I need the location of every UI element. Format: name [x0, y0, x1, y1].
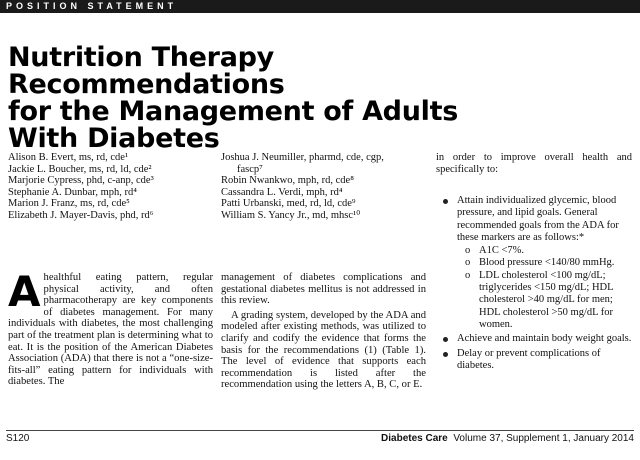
- journal-name: Diabetes Care: [381, 433, 448, 444]
- list-item-text: Achieve and maintain body weight goals.: [457, 333, 632, 345]
- author-name: Jackie L. Boucher, ms, rd, ld, cde²: [8, 163, 152, 175]
- journal-issue: Volume 37, Supplement 1, January 2014: [453, 433, 634, 444]
- circle-bullet-icon: o: [465, 257, 471, 269]
- column-3-intro: in order to improve overall health and specifically to:: [436, 152, 632, 175]
- author-name: Robin Nwankwo, mph, rd, cde⁸: [221, 175, 354, 187]
- author-name: Stephanie A. Dunbar, mph, rd⁴: [8, 186, 137, 198]
- sub-list-item: [457, 245, 633, 257]
- circle-bullet-icon: o: [465, 245, 471, 257]
- author-name: Marjorie Cypress, phd, c-anp, cde³: [8, 175, 154, 187]
- section-label: POSITION STATEMENT: [6, 1, 178, 11]
- page-number: S120: [6, 433, 30, 444]
- footer-divider: [6, 430, 634, 431]
- sub-list-item: [457, 270, 633, 331]
- body-paragraph: A grading system, developed by the ADA and modeled after existing methods, was utilized to clarify and codify the evidence that forms the basis for the recommendations (1) (Table 1). The level of evidence that supports each recommendation is listed after the recommendation using the letters A, B, C, or E.: [221, 309, 426, 391]
- list-item: [441, 348, 633, 373]
- drop-cap: A: [8, 267, 41, 316]
- list-item-text: Delay or prevent complications of diabetes.: [457, 347, 601, 371]
- author-name: Elizabeth J. Mayer-Davis, phd, rd⁶: [8, 209, 154, 221]
- title-line-1: Nutrition Therapy Recommendations: [8, 42, 285, 100]
- list-item: [441, 333, 633, 345]
- journal-citation: [381, 433, 634, 444]
- title-line-2: for the Management of Adults: [8, 96, 458, 127]
- sub-list: [457, 245, 633, 331]
- sub-item-text: A1C <7%.: [479, 245, 525, 257]
- sub-item-text: Blood pressure <140/80 mmHg.: [479, 257, 615, 269]
- list-item: [441, 195, 633, 331]
- author-name: Alison B. Evert, ms, rd, cde¹: [8, 152, 129, 163]
- author-name: Joshua J. Neumiller, pharmd, cde, cgp,: [221, 152, 384, 163]
- sub-list-item: [457, 257, 633, 269]
- position-statement-bar: [0, 0, 640, 13]
- author-name: William S. Yancy Jr., md, mhsc¹⁰: [221, 209, 361, 221]
- bullet-icon: [443, 199, 448, 204]
- author-list-right: [221, 152, 426, 222]
- article-title: [8, 44, 478, 152]
- author-name: Marion J. Franz, ms, rd, cde⁵: [8, 198, 130, 210]
- title-line-3: With Diabetes: [8, 123, 220, 154]
- bullet-icon: [443, 352, 448, 357]
- author-name: Cassandra L. Verdi, mph, rd⁴: [221, 186, 343, 198]
- bullet-icon: [443, 337, 448, 342]
- author-name: Patti Urbanski, med, rd, ld, cde⁹: [221, 198, 356, 210]
- circle-bullet-icon: o: [465, 269, 471, 281]
- body-text: healthful eating pattern, regular physical activity, and often pharmacotherapy are key components of diabetes management. For many individuals with diabetes, the most challenging part of the treatment plan is determining what to eat. It is the position of the American Diabetes Association (ADA) that there is not a “one-size-fits-all” eating pattern for individuals with diabetes. The: [8, 272, 213, 388]
- body-column-1: [8, 267, 213, 388]
- author-name-continuation: fascp⁷: [237, 163, 263, 175]
- recommendation-list: [441, 195, 633, 372]
- list-item-text: Attain individualized glycemic, blood pressure, and lipid goals. General recommended goals from the ADA for these markers are as follows:*: [457, 195, 619, 243]
- body-column-2: [221, 272, 426, 391]
- author-list-left: [8, 152, 213, 222]
- body-paragraph: management of diabetes complications and gestational diabetes mellitus is not addressed in this review.: [221, 272, 426, 307]
- sub-item-text: LDL cholesterol <100 mg/dL; triglycerides <150 mg/dL; HDL cholesterol >40 mg/dL for men; HDL cholesterol >50 mg/dL for women.: [479, 269, 614, 330]
